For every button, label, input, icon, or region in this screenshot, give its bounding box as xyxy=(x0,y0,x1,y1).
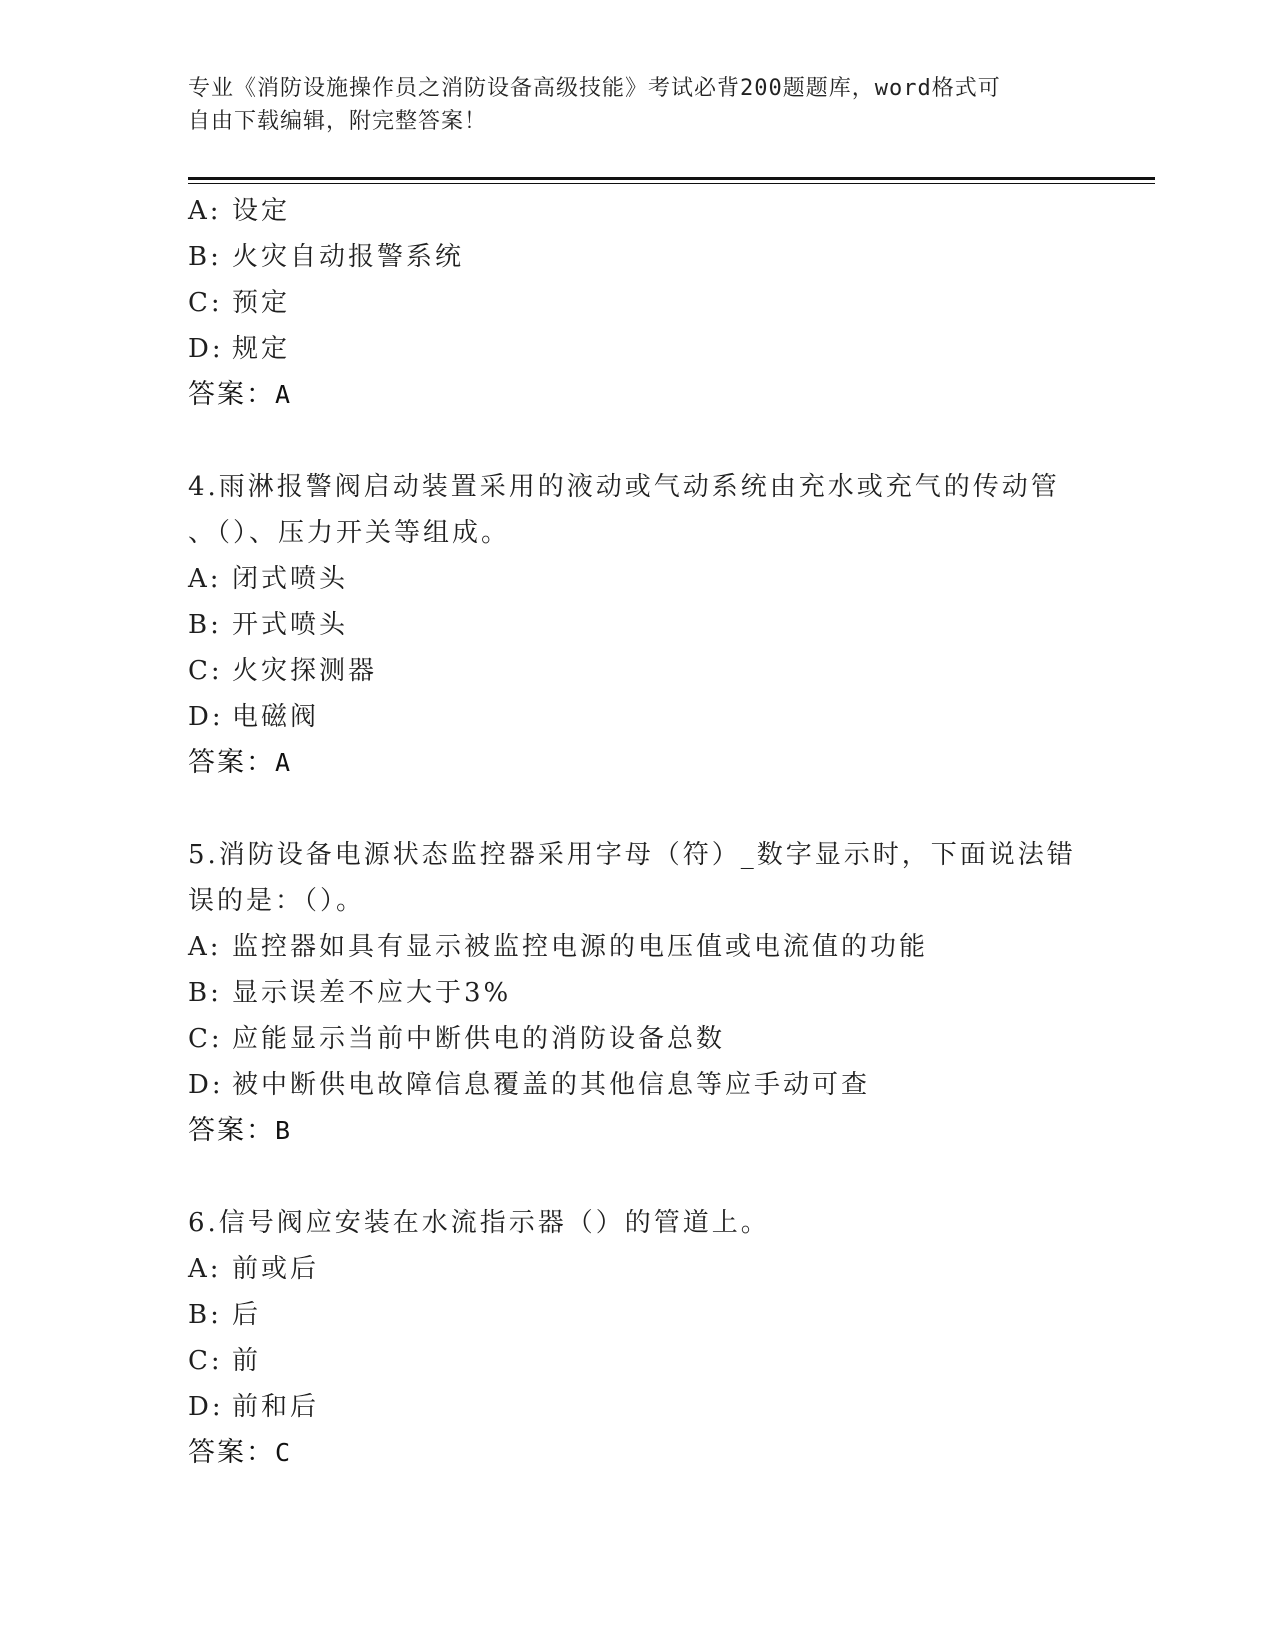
option-text: 规定 xyxy=(232,334,291,364)
option-c xyxy=(188,1016,1148,1062)
question-list xyxy=(188,188,1148,1476)
option-key: D: xyxy=(188,1392,224,1422)
answer-label: 答案： xyxy=(188,379,275,410)
answer-line xyxy=(188,1108,1148,1154)
option-key: B: xyxy=(188,242,222,272)
option-b xyxy=(188,234,1148,280)
option-key: B: xyxy=(188,978,222,1008)
answer-line xyxy=(188,1430,1148,1476)
answer-value: C xyxy=(275,1438,293,1467)
option-text: 后 xyxy=(232,1300,262,1330)
option-a xyxy=(188,1246,1148,1292)
option-b xyxy=(188,970,1148,1016)
option-a xyxy=(188,556,1148,602)
option-a xyxy=(188,188,1148,234)
option-text: 电磁阀 xyxy=(232,702,320,732)
question-5 xyxy=(188,832,1148,1154)
option-key: D: xyxy=(188,702,224,732)
option-text: 监控器如具有显示被监控电源的电压值或电流值的功能 xyxy=(232,932,929,962)
answer-line xyxy=(188,740,1148,786)
option-text: 显示误差不应大于3% xyxy=(232,978,512,1008)
option-d xyxy=(188,1062,1148,1108)
option-d xyxy=(188,1384,1148,1430)
option-c xyxy=(188,1338,1148,1384)
document-header xyxy=(188,72,1088,138)
option-text: 闭式喷头 xyxy=(232,564,349,594)
option-text: 被中断供电故障信息覆盖的其他信息等应手动可查 xyxy=(232,1070,871,1100)
option-c xyxy=(188,280,1148,326)
question-text: 5.消防设备电源状态监控器采用字母（符）_数字显示时，下面说法错 xyxy=(188,840,1076,870)
option-key: A: xyxy=(188,196,222,226)
answer-value: B xyxy=(275,1116,293,1145)
question-text: 6.信号阀应安装在水流指示器（）的管道上。 xyxy=(188,1208,770,1238)
option-c xyxy=(188,648,1148,694)
header-divider-thin xyxy=(188,183,1155,184)
header-line-1: 专业《消防设施操作员之消防设备高级技能》考试必背200题题库，word格式可 xyxy=(188,76,1001,101)
option-key: C: xyxy=(188,1024,223,1054)
option-key: C: xyxy=(188,288,223,318)
option-text: 前 xyxy=(232,1346,262,1376)
option-key: C: xyxy=(188,1346,223,1376)
question-4 xyxy=(188,464,1148,786)
answer-value: A xyxy=(275,380,293,409)
question-text-continued: 误的是：（）。 xyxy=(188,886,366,916)
option-text: 开式喷头 xyxy=(232,610,349,640)
question-3-options xyxy=(188,188,1148,418)
option-text: 预定 xyxy=(232,288,291,318)
answer-line xyxy=(188,372,1148,418)
option-text: 火灾探测器 xyxy=(232,656,378,686)
question-text: 4.雨淋报警阀启动装置采用的液动或气动系统由充水或充气的传动管 xyxy=(188,472,1060,502)
option-b xyxy=(188,1292,1148,1338)
option-key: A: xyxy=(188,1254,222,1284)
option-text: 火灾自动报警系统 xyxy=(232,242,465,272)
option-key: B: xyxy=(188,1300,222,1330)
option-text: 设定 xyxy=(232,196,291,226)
option-a xyxy=(188,924,1148,970)
question-6 xyxy=(188,1200,1148,1476)
option-key: B: xyxy=(188,610,222,640)
answer-label: 答案： xyxy=(188,1437,275,1468)
option-d xyxy=(188,326,1148,372)
option-text: 前和后 xyxy=(232,1392,320,1422)
option-b xyxy=(188,602,1148,648)
header-divider-thick xyxy=(188,177,1155,180)
option-d xyxy=(188,694,1148,740)
question-text-continued: 、（）、压力开关等组成。 xyxy=(188,518,511,548)
option-key: D: xyxy=(188,1070,224,1100)
option-key: A: xyxy=(188,564,222,594)
answer-label: 答案： xyxy=(188,1115,275,1146)
option-text: 应能显示当前中断供电的消防设备总数 xyxy=(232,1024,726,1054)
header-line-2: 自由下载编辑，附完整答案！ xyxy=(188,109,488,134)
answer-value: A xyxy=(275,748,293,777)
option-text: 前或后 xyxy=(232,1254,320,1284)
option-key: D: xyxy=(188,334,224,364)
answer-label: 答案： xyxy=(188,747,275,778)
option-key: C: xyxy=(188,656,223,686)
option-key: A: xyxy=(188,932,222,962)
